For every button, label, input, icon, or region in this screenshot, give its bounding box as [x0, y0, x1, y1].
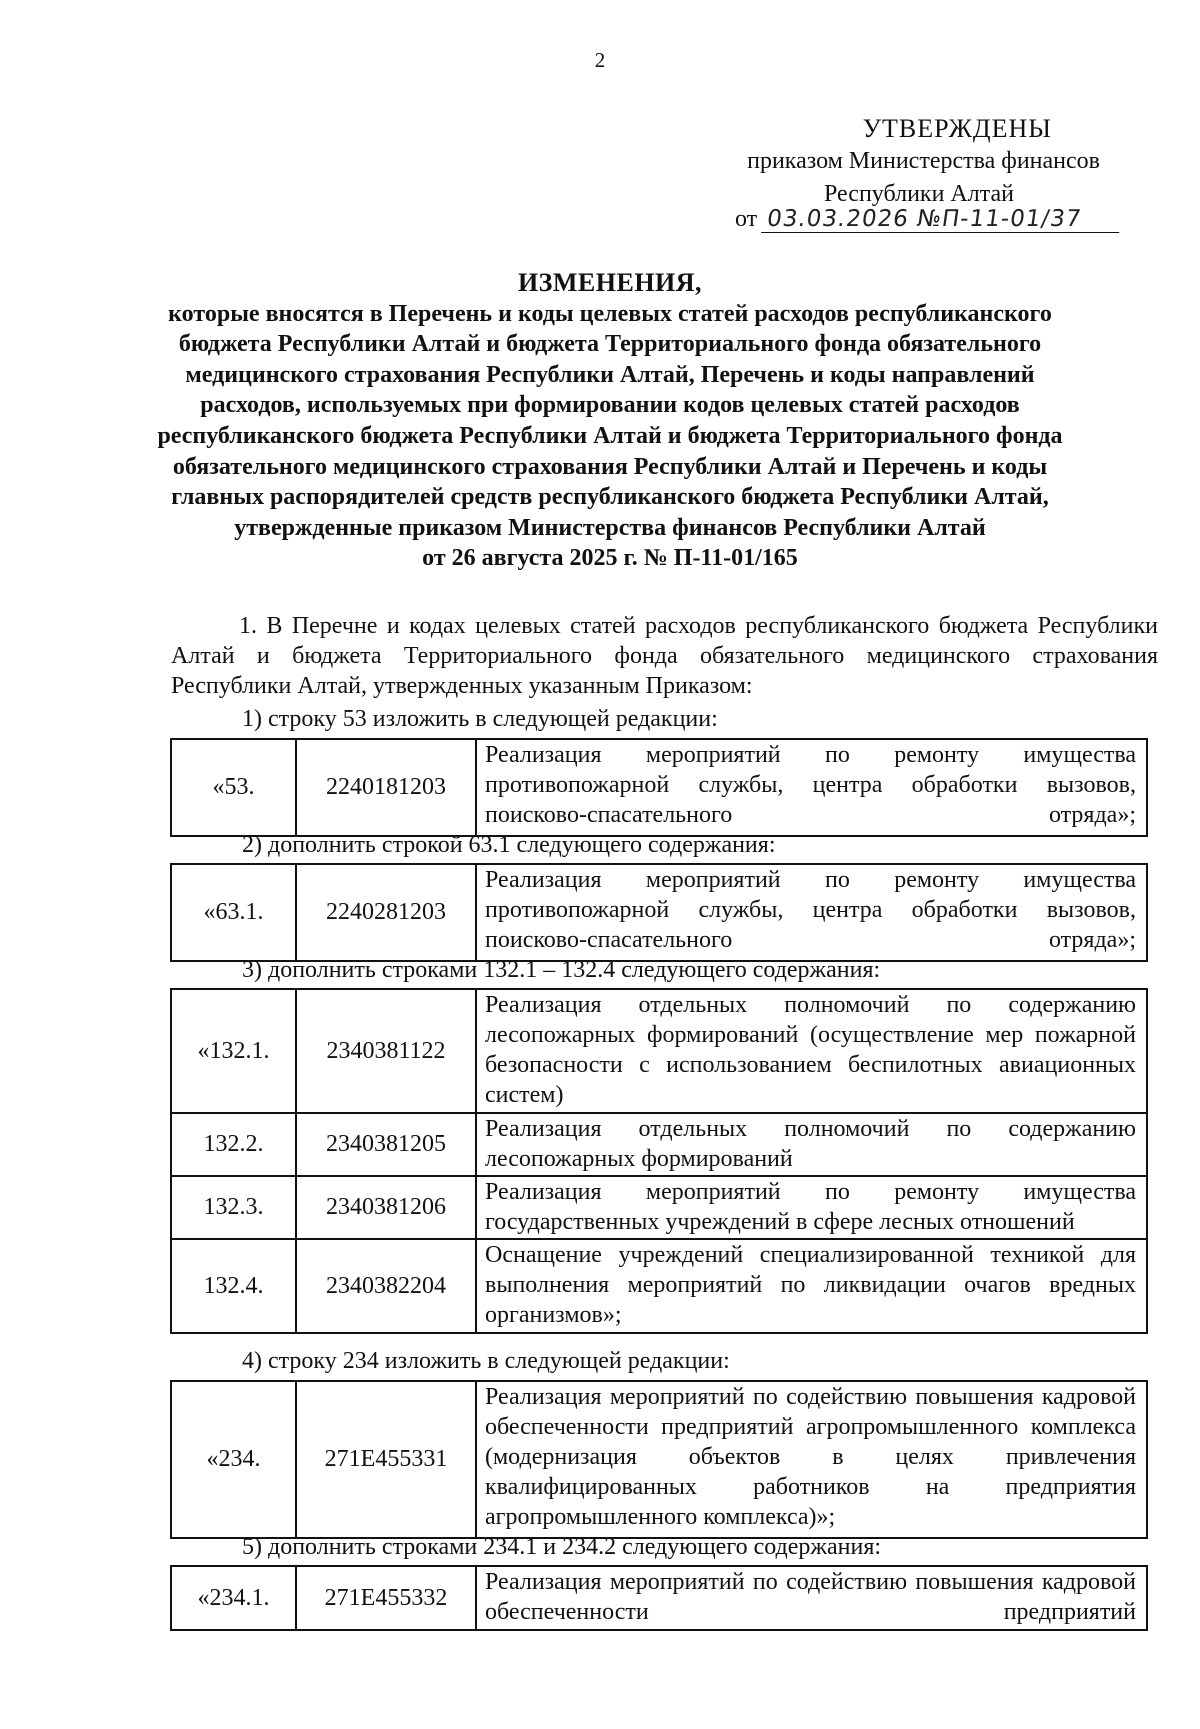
title-line: которые вносятся в Перечень и коды целевых статей расходов республиканского	[168, 300, 1052, 327]
title-line: расходов, используемых при формировании кодов целевых статей расходов	[200, 392, 1020, 419]
approval-line-2: Республики Алтай	[824, 181, 1014, 207]
table-row	[171, 989, 1147, 1113]
row-text: Оснащение учреждений специализированной техникой для выполнения мероприятий по ликвидации очагов вредных организмов»;	[476, 1239, 1147, 1333]
row-code: 2240181203	[296, 739, 476, 836]
table-section-3	[170, 988, 1148, 1334]
section-label: 1) строку 53 изложить в следующей редакции:	[242, 706, 718, 732]
handwritten-order-number: 03.03.2026 №П-11-01/37	[761, 206, 1123, 233]
row-text: Реализация мероприятий по ремонту имущества противопожарной службы, центра обработки вызовов, поисково-спасательного отряда»;	[476, 864, 1147, 961]
document-title	[150, 268, 1070, 574]
title-line: главных распорядителей средств республиканского бюджета Республики Алтай,	[171, 484, 1049, 511]
table-section-2	[170, 863, 1148, 962]
table-section-4	[170, 1380, 1148, 1539]
row-text: Реализация мероприятий по ремонту имущества противопожарной службы, центра обработки вызовов, поисково-спасательного отряда»;	[476, 739, 1147, 836]
order-prefix: от	[735, 206, 758, 232]
title-line: республиканского бюджета Республики Алтай и бюджета Территориального фонда	[157, 422, 1063, 449]
row-code: 2340381122	[296, 989, 476, 1113]
row-code: 2340382204	[296, 1239, 476, 1333]
page-number: 2	[594, 48, 606, 72]
row-code: 271E455332	[296, 1566, 476, 1630]
row-number: 132.4.	[171, 1239, 296, 1333]
row-number: «234.1.	[171, 1566, 296, 1630]
section-label: 2) дополнить строкой 63.1 следующего содержания:	[242, 832, 776, 858]
row-text: Реализация мероприятий по содействию повышения кадровой обеспеченности предприятий	[476, 1566, 1147, 1630]
row-number: «53.	[171, 739, 296, 836]
row-code: 2240281203	[296, 864, 476, 961]
row-number: 132.3.	[171, 1176, 296, 1239]
row-text: Реализация отдельных полномочий по содержанию лесопожарных формирований	[476, 1113, 1147, 1176]
title-line: обязательного медицинского страхования Республики Алтай и Перечень и коды	[172, 453, 1048, 480]
section-label: 5) дополнить строками 234.1 и 234.2 следующего содержания:	[242, 1534, 882, 1560]
intro-paragraph: 1. В Перечне и кодах целевых статей расходов республиканского бюджета Республики Алтай и бюджета Территориального фонда обязательного медицинского страхования Республики Алтай, утвержденных указанным Приказом:	[171, 613, 1158, 699]
table-row	[171, 1566, 1147, 1630]
table-row	[171, 739, 1147, 836]
table-row	[171, 1176, 1147, 1239]
title-heading: ИЗМЕНЕНИЯ,	[517, 268, 703, 297]
row-text: Реализация мероприятий по содействию повышения кадровой обеспеченности предприятий агропромышленного комплекса (модернизация объектов в целях привлечения квалифицированных работников на предприятия агропромышленного комплекса)»;	[476, 1381, 1147, 1538]
row-number: «63.1.	[171, 864, 296, 961]
row-code: 2340381206	[296, 1176, 476, 1239]
row-number: «132.1.	[171, 989, 296, 1113]
row-number: 132.2.	[171, 1113, 296, 1176]
row-code: 271E455331	[296, 1381, 476, 1538]
section-label: 3) дополнить строками 132.1 – 132.4 следующего содержания:	[242, 957, 881, 983]
approval-line-1: приказом Министерства финансов	[747, 148, 1100, 174]
row-number: «234.	[171, 1381, 296, 1538]
section-label: 4) строку 234 изложить в следующей редакции:	[242, 1348, 730, 1374]
row-text: Реализация отдельных полномочий по содержанию лесопожарных формирований (осуществление мер пожарной безопасности с использованием беспилотных авиационных систем)	[476, 989, 1147, 1113]
order-number-line	[735, 206, 1122, 233]
title-line: бюджета Республики Алтай и бюджета Территориального фонда обязательного	[178, 331, 1042, 358]
table-row	[171, 1113, 1147, 1176]
title-line: от 26 августа 2025 г. № П-11-01/165	[422, 545, 798, 572]
table-row	[171, 1239, 1147, 1333]
table-row	[171, 1381, 1147, 1538]
approval-block	[680, 112, 1100, 211]
table-row	[171, 864, 1147, 961]
approval-heading: УТВЕРЖДЕНЫ	[862, 114, 1052, 143]
title-line: утвержденные приказом Министерства финансов Республики Алтай	[234, 514, 986, 541]
table-section-1	[170, 738, 1148, 837]
row-text: Реализация мероприятий по ремонту имущества государственных учреждений в сфере лесных отношений	[476, 1176, 1147, 1239]
row-code: 2340381205	[296, 1113, 476, 1176]
title-line: медицинского страхования Республики Алтай, Перечень и коды направлений	[185, 361, 1035, 388]
table-section-5	[170, 1565, 1148, 1631]
